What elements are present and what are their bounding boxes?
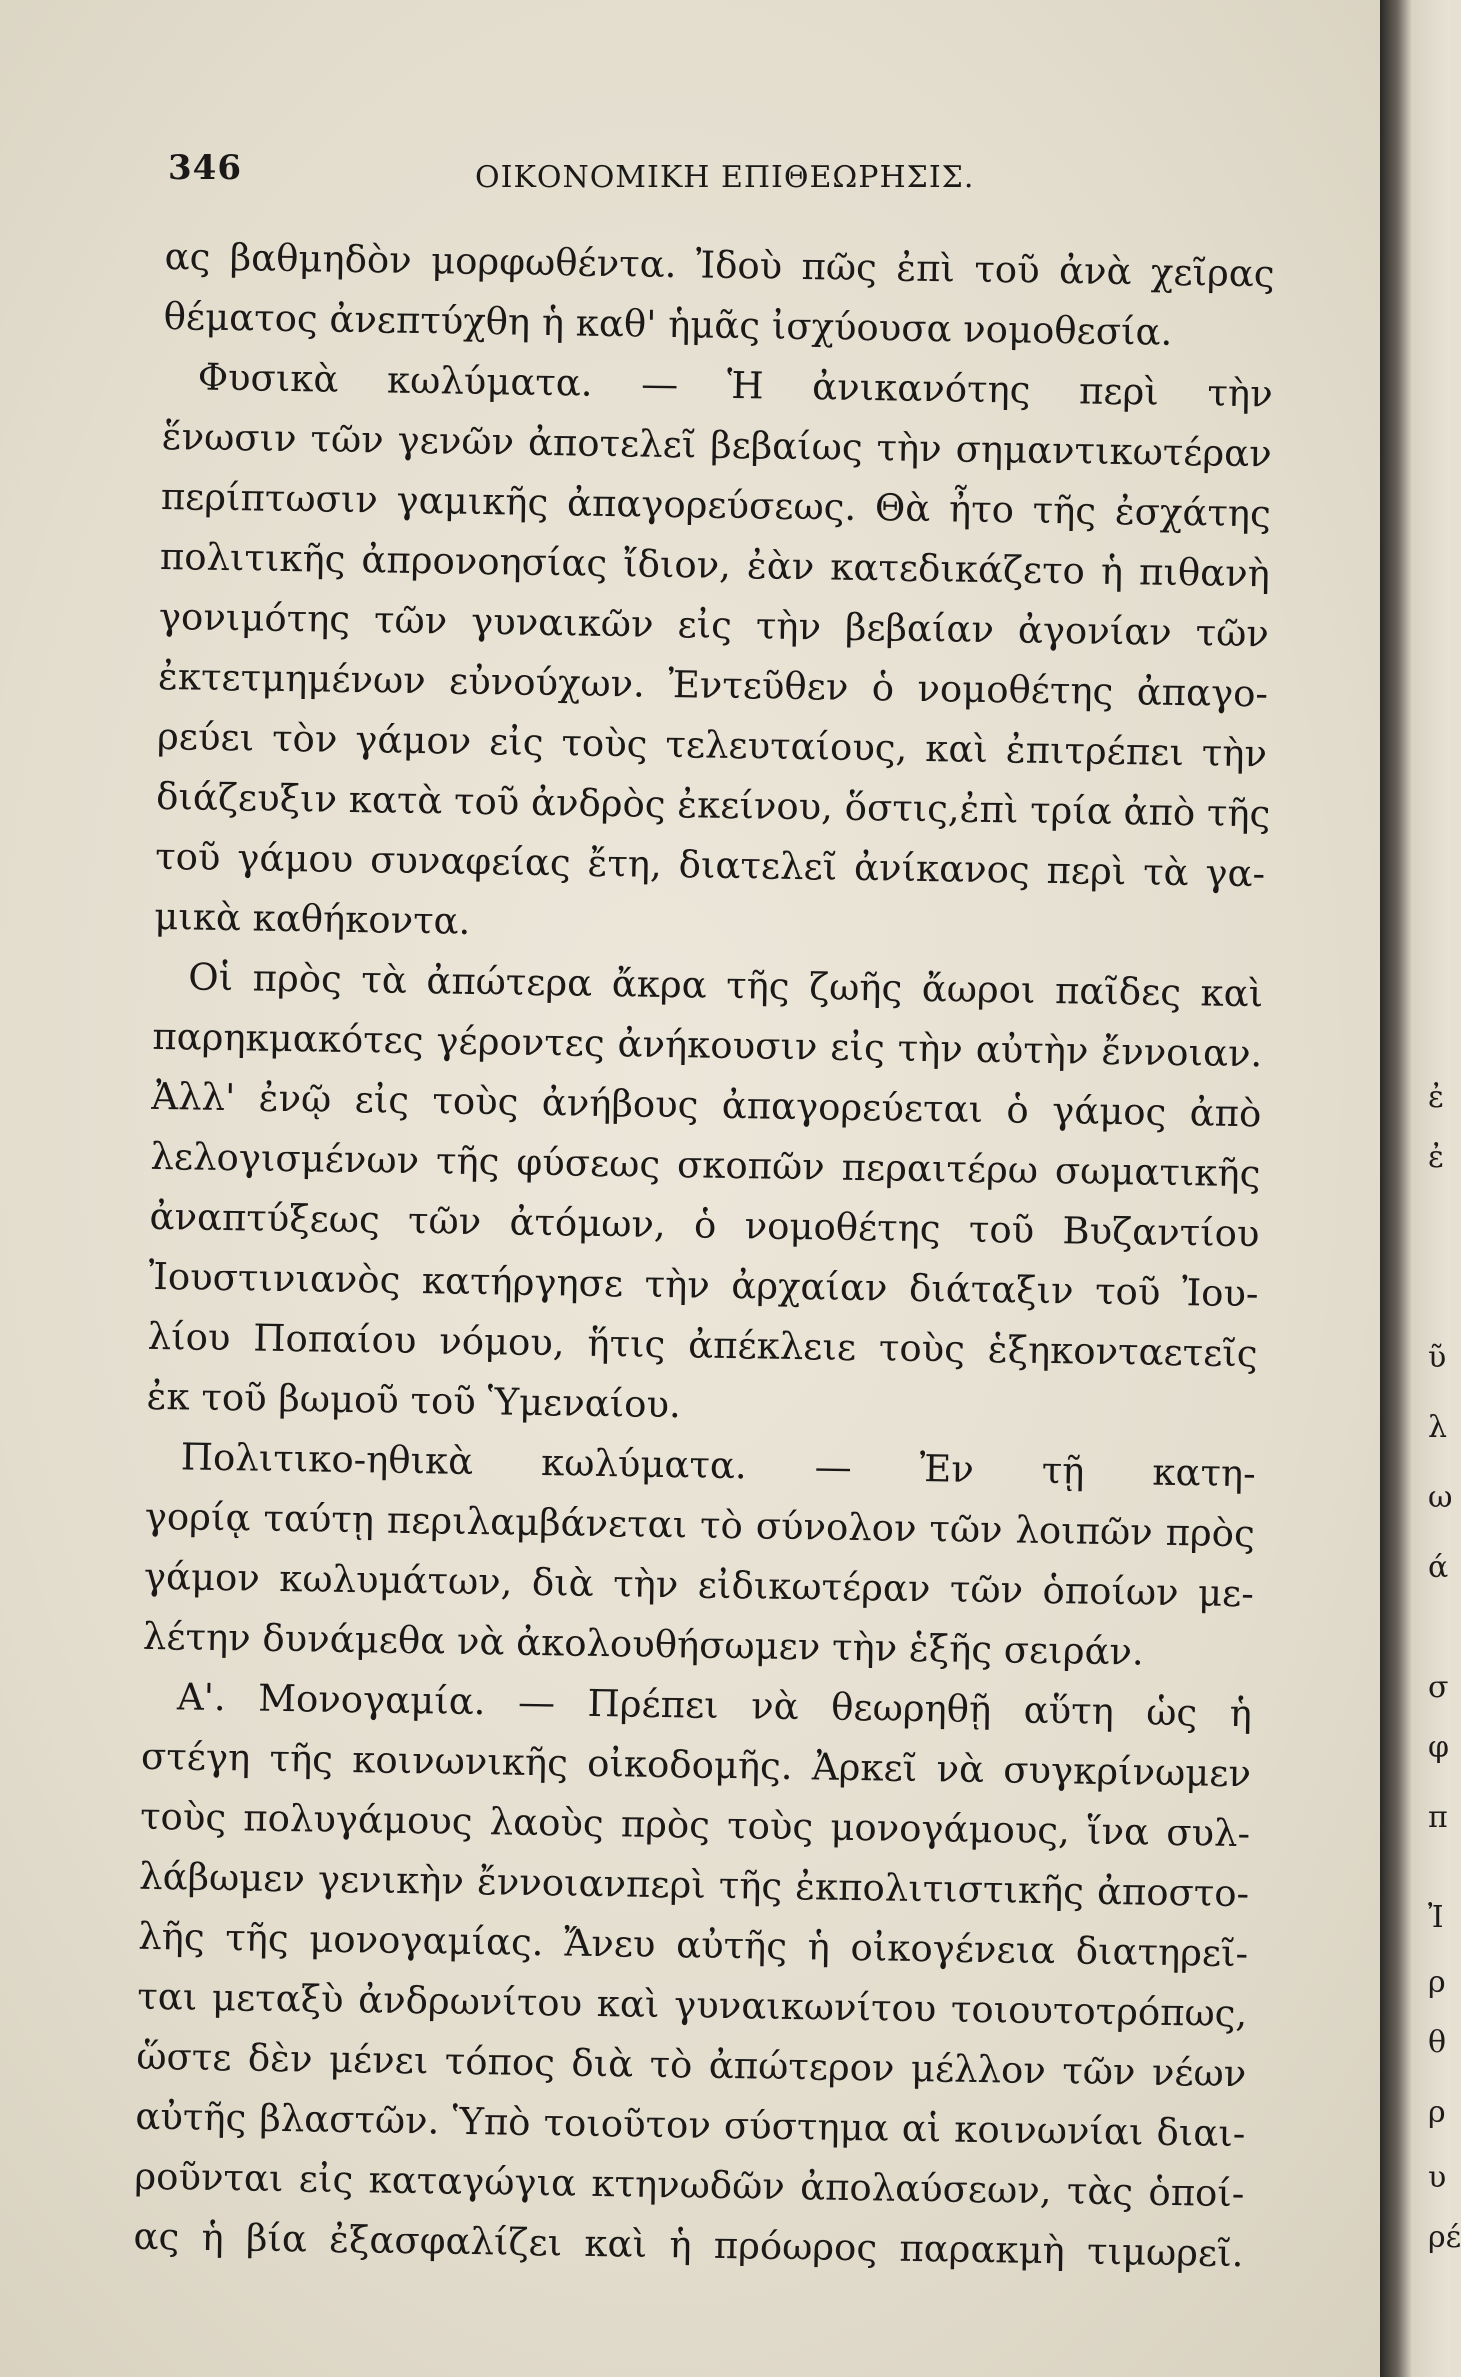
text-line: παρηκμακότες γέροντες ἀνήκουσιν εἰς τὴν αὐτὴν ἔννοιαν.: [152, 1014, 1263, 1076]
text-line: ἐκ τοῦ βωμοῦ τοῦ Ὑμεναίου.: [146, 1374, 682, 1427]
edge-glyph: Ἰ: [1428, 1900, 1444, 1935]
text-line: ας ἡ βία ἐξασφαλίζει καὶ ἡ πρόωρος παρακμὴ τιμωρεῖ.: [133, 2214, 1244, 2276]
text-line: λῆς τῆς μονογαμίας. Ἄνευ αὐτῆς ἡ οἰκογένεια διατηρεῖ-: [137, 1914, 1249, 1976]
text-line: αὐτῆς βλαστῶν. Ὑπὸ τοιοῦτον σύστημα αἱ κοινωνίαι διαι-: [135, 2094, 1246, 2156]
text-line: γορίᾳ ταύτῃ περιλαμβάνεται τὸ σύνολον τῶν λοιπῶν πρὸς: [144, 1494, 1256, 1556]
text-line: περίπτωσιν γαμικῆς ἀπαγορεύσεως. Θὰ ἦτο τῆς ἐσχάτης: [160, 474, 1272, 536]
text-line: γονιμότης τῶν γυναικῶν εἰς τὴν βεβαίαν ἀγονίαν τῶν: [158, 594, 1270, 656]
edge-glyph: ἐ: [1428, 1080, 1445, 1115]
page-header: [160, 148, 1040, 208]
page-number: 346: [168, 148, 242, 188]
text-line: τοῦ γάμου συναφείας ἔτη, διατελεῖ ἀνίκανος περὶ τὰ γα-: [154, 834, 1266, 896]
text-line: διάζευξιν κατὰ τοῦ ἀνδρὸς ἐκείνου, ὅστις,ἐπὶ τρία ἀπὸ τῆς: [155, 774, 1271, 836]
text-line: Οἱ πρὸς τὰ ἀπώτερα ἄκρα τῆς ζωῆς ἄωροι παῖδες καὶ: [188, 955, 1264, 1016]
body-text: [132, 235, 1275, 2352]
text-line: ρεύει τὸν γάμον εἰς τοὺς τελευταίους, καὶ ἐπιτρέπει τὴν: [156, 714, 1268, 776]
text-line: Ἰουστινιανὸς κατήργησε τὴν ἀρχαίαν διάταξιν τοῦ Ἰου-: [148, 1254, 1259, 1316]
text-line: λίου Ποπαίου νόμου, ἥτις ἀπέκλειε τοὺς ἑξηκονταετεῖς: [147, 1314, 1258, 1376]
edge-glyph: θ: [1428, 2025, 1447, 2060]
text-line: ροῦνται εἰς καταγώγια κτηνωδῶν ἀπολαύσεων, τὰς ὁποί-: [134, 2154, 1245, 2216]
text-line: ἕνωσιν τῶν γενῶν ἀποτελεῖ βεβαίως τὴν σημαντικωτέραν: [161, 414, 1273, 476]
edge-glyph: φ: [1428, 1730, 1450, 1765]
text-line: ἐκτετμημένων εὐνούχων. Ἐντεῦθεν ὁ νομοθέτης ἀπαγο-: [157, 654, 1269, 716]
running-title: ΟΙΚΟΝΟΜΙΚΗ ΕΠΙΘΕΩΡΗΣΙΣ.: [475, 160, 975, 195]
text-line: θέματος ἀνεπτύχθη ἡ καθ' ἡμᾶς ἰσχύουσα νομοθεσία.: [163, 294, 1173, 354]
text-line: Ἀλλ' ἐνῷ εἰς τοὺς ἀνήβους ἀπαγορεύεται ὁ γάμος ἀπὸ: [151, 1074, 1262, 1136]
text-line: τοὺς πολυγάμους λαοὺς πρὸς τοὺς μονογάμους, ἵνα συλ-: [139, 1794, 1251, 1856]
text-line: ας βαθμηδὸν μορφωθέντα. Ἰδοὺ πῶς ἐπὶ τοῦ ἀνὰ χεῖρας: [164, 235, 1275, 296]
edge-glyph: ά: [1428, 1550, 1449, 1585]
edge-glyph: π: [1428, 1800, 1448, 1835]
text-line: πολιτικῆς ἀπρονοησίας ἴδιον, ἐὰν κατεδικάζετο ἡ πιθανὴ: [159, 534, 1271, 596]
text-line: λάβωμεν γενικὴν ἔννοιανπερὶ τῆς ἐκπολιτιστικῆς ἀποστο-: [138, 1854, 1250, 1916]
text-line: γάμον κωλυμάτων, διὰ τὴν εἰδικωτέραν τῶν ὁποίων με-: [143, 1554, 1255, 1616]
text-line: ται μεταξὺ ἀνδρωνίτου καὶ γυναικωνίτου τοιουτοτρόπως,: [136, 1974, 1248, 2036]
edge-glyph: ρέ: [1428, 2220, 1461, 2255]
book-gutter-shadow: [1380, 0, 1451, 2377]
text-line: λελογισμένων τῆς φύσεως σκοπῶν περαιτέρω σωματικῆς: [150, 1134, 1261, 1196]
text-line: στέγη τῆς κοινωνικῆς οἰκοδομῆς. Ἀρκεῖ νὰ συγκρίνωμεν: [140, 1734, 1252, 1796]
text-line: λέτην δυνάμεθα νὰ ἀκολουθήσωμεν τὴν ἑξῆς σειράν.: [142, 1614, 1145, 1674]
edge-glyph: ω: [1428, 1480, 1453, 1515]
edge-glyph: ῦ: [1428, 1340, 1447, 1375]
edge-glyph: ρ: [1428, 2095, 1446, 2130]
edge-glyph: υ: [1428, 2160, 1447, 2195]
edge-glyph: λ: [1428, 1410, 1448, 1445]
text-line: μικὰ καθήκοντα.: [153, 894, 471, 943]
edge-glyph: ρ: [1428, 1965, 1446, 2000]
text-line: ὥστε δὲν μένει τόπος διὰ τὸ ἀπώτερον μέλλον τῶν νέων: [136, 2034, 1247, 2096]
text-line: ἀναπτύξεως τῶν ἀτόμων, ὁ νομοθέτης τοῦ Βυζαντίου: [149, 1194, 1260, 1256]
edge-glyph: ἐ: [1428, 1140, 1445, 1175]
section-heading-line: Φυσικὰ κωλύματα. — Ἡ ἀνικανότης περὶ τὴν: [197, 355, 1273, 416]
edge-glyph: σ: [1428, 1670, 1449, 1705]
section-heading-line: Πολιτικο-ηθικὰ κωλύματα. — Ἐν τῇ κατη-: [180, 1435, 1257, 1496]
section-heading-line: Α'. Μονογαμία. — Πρέπει νὰ θεωρηθῇ αὕτη ὡς ἡ: [176, 1675, 1253, 1736]
